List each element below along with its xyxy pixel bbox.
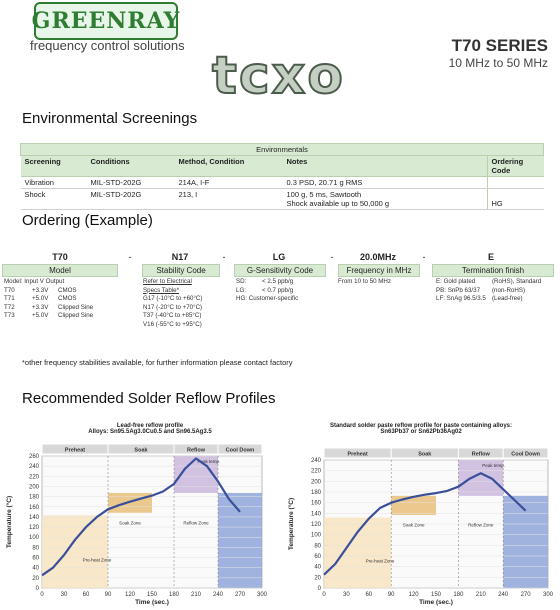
freq-line: From 10 to 50 MHz: [338, 278, 391, 285]
x-tick-label: 90: [104, 592, 112, 598]
stability-line: V16 (-55°C to +95°C): [143, 320, 202, 328]
y-tick-label: 80: [314, 543, 321, 550]
preheat-zone-label: Pre-heat Zone: [365, 558, 395, 564]
reflow-zone-label: Reflow Zone: [183, 520, 209, 526]
peak-temp-label: Peak temp.: [482, 463, 506, 468]
y-tick-label: 120: [310, 522, 321, 528]
stability-line: Refer to Electrical: [143, 278, 192, 285]
note-line: 100 g, 5 ms, Sawtooth: [286, 190, 362, 199]
product-wordmark: tcxo: [212, 46, 345, 106]
x-tick-label: 180: [453, 592, 464, 598]
term-row: LF: SnAg 96.5/3.5 (Lead-free): [436, 295, 523, 303]
y-tick-label: 160: [28, 504, 39, 511]
cell: Vibration: [21, 177, 87, 189]
x-tick-label: 60: [82, 592, 90, 598]
y-tick-label: 40: [32, 565, 39, 572]
y-tick-label: 20: [32, 575, 39, 582]
zone-label-1: Soak: [418, 451, 432, 458]
code-dash: -: [128, 252, 132, 262]
ordering-heading: Ordering (Example): [22, 212, 153, 229]
soak-region: [108, 493, 152, 513]
reflow-zone-label: Reflow Zone: [468, 522, 494, 528]
freq-header: Frequency in MHz: [338, 264, 420, 277]
y-tick-label: 0: [35, 586, 39, 592]
chart2-title-block: [290, 423, 552, 435]
gsens-row: SD: < 2.5 ppb/g: [236, 278, 294, 285]
code-model: T70: [52, 252, 68, 262]
y-tick-label: 0: [317, 586, 321, 592]
y-axis-label: Temperature (°C): [6, 495, 13, 549]
y-tick-label: 140: [28, 514, 39, 521]
term-row: PB: SnPb 63/37 (non-RoHS): [436, 286, 526, 294]
y-tick-label: 100: [310, 532, 321, 539]
chart2-title: Standard solder paste reflow profile for paste containing alloys:: [329, 423, 513, 429]
table-row: [21, 189, 544, 210]
env-band: Environmentals: [21, 144, 544, 156]
stability-header: Stability Code: [142, 264, 220, 277]
code-dash: -: [330, 252, 334, 262]
zone-label-0: Preheat: [64, 447, 86, 454]
x-tick-label: 150: [146, 592, 158, 598]
soak-zone-label: Soak Zone: [402, 522, 425, 528]
tagline: frequency control solutions: [30, 38, 185, 53]
x-tick-label: 120: [124, 592, 136, 598]
col-ordering-code: Ordering Code: [487, 156, 544, 177]
model-list: [4, 278, 118, 321]
gsens-row: HG: Customer-specific: [236, 295, 299, 303]
peak-temp-label: Peak temp.: [197, 459, 221, 464]
x-tick-label: 30: [343, 592, 350, 598]
code-gsens: LG: [272, 252, 286, 262]
frequency-range: 10 MHz to 50 MHz: [448, 56, 548, 70]
y-tick-label: 180: [28, 494, 39, 501]
chart1-title-block: [20, 423, 280, 435]
logo-text: GREENRAY: [31, 8, 181, 34]
zone-label-2: Reflow: [471, 451, 490, 458]
code-dash: -: [422, 252, 426, 262]
term-header: Termination finish: [432, 264, 554, 277]
env-table: [20, 143, 544, 210]
term-list: [436, 278, 556, 304]
soak-zone-label: Soak Zone: [119, 520, 141, 526]
stability-line: Specs Table*: [143, 286, 180, 294]
y-tick-label: 220: [28, 474, 39, 481]
x-tick-label: 300: [542, 592, 554, 598]
y-tick-label: 160: [310, 500, 321, 507]
col-screening: Screening: [21, 156, 87, 177]
gsens-row: LG: < 0.7 ppb/g: [236, 286, 294, 294]
model-row: T73 +5.0V Clipped Sine: [4, 312, 94, 320]
stability-line: N17 (-20°C to +70°C): [143, 303, 203, 311]
code-frequency: 20.0MHz: [359, 252, 396, 262]
y-tick-label: 200: [310, 479, 321, 486]
x-tick-label: 270: [234, 592, 246, 598]
x-tick-label: 0: [40, 592, 44, 598]
model-row: T71 +5.0V CMOS: [4, 295, 77, 303]
note-line: Shock available up to 50,000 g: [286, 199, 390, 208]
preheat-region: [42, 515, 108, 588]
x-tick-label: 210: [190, 592, 202, 598]
x-tick-label: 30: [60, 592, 68, 598]
stability-list: [143, 278, 223, 330]
x-tick-label: 180: [168, 592, 180, 598]
reflow-heading: Recommended Solder Reflow Profiles: [22, 390, 276, 407]
chart1-title: Lead-free reflow profile: [116, 423, 184, 429]
cell: MIL-STD-202G: [87, 189, 175, 210]
y-tick-label: 40: [314, 564, 321, 571]
model-header: Model: [2, 264, 118, 277]
cooldown-region: [218, 493, 262, 588]
soak-region: [391, 496, 436, 515]
col-method: Method, Condition: [175, 156, 283, 177]
x-tick-label: 0: [322, 592, 326, 598]
model-row: T72 +3.3V Clipped Sine: [4, 303, 94, 311]
y-tick-label: 60: [32, 555, 39, 562]
chart-standard: [286, 448, 556, 608]
x-axis-label: Time (sec.): [419, 599, 453, 606]
zone-label-0: Preheat: [347, 451, 368, 458]
cell: 0.3 PSD, 20.71 g RMS: [283, 177, 488, 189]
x-tick-label: 270: [520, 592, 531, 598]
chart2-subtitle: Sn63Pb37 or Sn62Pb36Ag02: [380, 429, 462, 435]
series-title: T70 SERIES: [451, 36, 548, 55]
x-tick-label: 210: [475, 592, 486, 598]
y-tick-label: 120: [28, 525, 39, 532]
x-tick-label: 60: [365, 592, 373, 598]
table-row: [21, 177, 544, 189]
gsens-header: G-Sensitivity Code: [234, 264, 326, 277]
cell: [487, 177, 544, 189]
y-tick-label: 240: [310, 458, 321, 464]
y-axis-label: Temperature (°C): [288, 497, 295, 551]
cell: HG: [487, 189, 544, 210]
y-tick-label: 60: [314, 554, 321, 560]
env-heading: Environmental Screenings: [22, 110, 198, 127]
y-tick-label: 260: [28, 454, 39, 460]
y-tick-label: 200: [28, 484, 39, 491]
x-tick-label: 90: [387, 592, 395, 598]
cell: 214A, I-F: [175, 177, 283, 189]
x-tick-label: 120: [408, 592, 419, 598]
x-tick-label: 300: [256, 592, 268, 598]
y-tick-label: 100: [28, 535, 39, 542]
x-axis-label: Time (sec.): [135, 599, 169, 606]
model-sub: Model: Input V Output: [4, 278, 65, 285]
chart-lead-free: [4, 440, 272, 608]
x-tick-label: 150: [430, 592, 442, 598]
x-tick-label: 240: [212, 592, 224, 598]
x-tick-label: 240: [498, 592, 509, 598]
cell: 213, I: [175, 189, 283, 210]
code-stability: N17: [171, 252, 189, 262]
y-tick-label: 140: [310, 511, 321, 518]
term-row: E: Gold plated (RoHS), Standard: [436, 278, 542, 285]
company-logo: [31, 2, 181, 40]
zone-label-2: Reflow: [186, 447, 206, 454]
chart1-subtitle: Alloys: Sn95.5Ag3.0Cu0.5 and Sn96.5Ag3.5: [88, 429, 212, 435]
footnote: *other frequency stabilities available, for further information please contact factory: [22, 358, 293, 367]
col-conditions: Conditions: [87, 156, 175, 177]
y-tick-label: 20: [314, 575, 321, 582]
cell: MIL-STD-202G: [87, 177, 175, 189]
y-tick-label: 180: [310, 490, 321, 496]
cell: Shock: [21, 189, 87, 210]
stability-line: G17 (-10°C to +60°C): [143, 295, 203, 303]
zone-label-1: Soak: [134, 447, 148, 454]
col-notes: Notes: [283, 156, 488, 177]
y-tick-label: 220: [310, 468, 321, 475]
stability-line: T37 (-40°C to +85°C): [143, 312, 202, 320]
code-termination: E: [487, 252, 494, 262]
model-row: T70 +3.3V CMOS: [4, 286, 77, 294]
y-tick-label: 80: [32, 545, 39, 552]
code-dash: -: [222, 252, 226, 262]
y-tick-label: 240: [28, 464, 39, 471]
freq-list: [338, 278, 420, 287]
preheat-zone-label: Pre-heat Zone: [82, 557, 112, 563]
zone-label-3: Cool Down: [225, 447, 255, 454]
gsens-list: [236, 278, 326, 304]
zone-label-3: Cool Down: [511, 451, 540, 458]
cell: [283, 189, 488, 210]
